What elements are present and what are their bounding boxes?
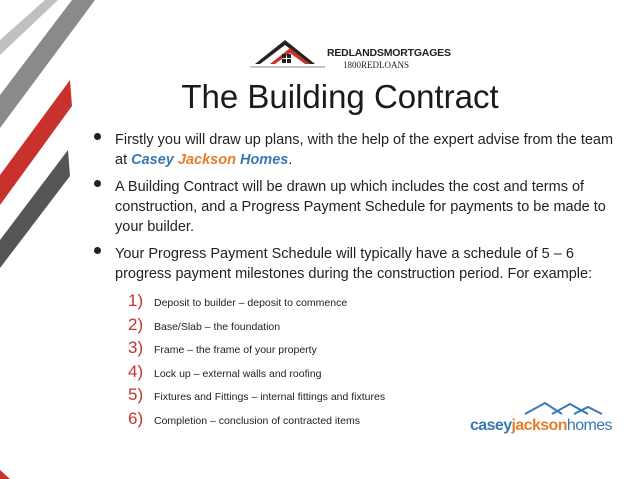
milestone-item: [128, 315, 385, 339]
milestone-number: 2): [128, 314, 144, 334]
bullet-item: [94, 177, 614, 237]
milestone-number: 5): [128, 385, 144, 404]
bullet-list: [94, 130, 614, 291]
milestone-text: Completion – conclusion of contracted items: [154, 414, 361, 427]
milestone-item: [128, 362, 385, 386]
brand-homes: Homes: [239, 152, 289, 168]
bullet-text: Your Progress Payment Schedule will typically have a schedule of 5 – 6 progress payment milestones during the construction period. For example:: [115, 246, 593, 282]
brand-jackson: Jackson: [177, 152, 236, 168]
bullet-dot-icon: [94, 247, 101, 254]
house-roof-icon: [250, 34, 325, 74]
milestone-text: Fixtures and Fittings – internal fittings and fixtures: [154, 391, 386, 403]
logo-word-casey: casey: [470, 417, 512, 434]
logo-word-jackson: jackson: [511, 417, 567, 434]
milestone-text: Deposit to builder – deposit to commence: [154, 297, 348, 309]
decorative-stripes: [0, 0, 100, 479]
milestone-item: [128, 291, 385, 315]
brand-casey: Casey: [131, 152, 174, 168]
milestone-number: 6): [128, 408, 144, 428]
milestone-list: [128, 291, 385, 432]
bullet-item: [94, 130, 614, 170]
milestone-number: 1): [128, 291, 144, 310]
bullet-text: A Building Contract will be drawn up which includes the cost and terms of construction, and a Progress Payment Schedule for payments to be made to your builder.: [115, 179, 606, 235]
bullet-text-period: .: [288, 152, 293, 168]
milestone-number: 3): [128, 338, 144, 357]
logo-word-homes: homes: [566, 417, 612, 434]
casey-jackson-homes-logo: [470, 400, 612, 440]
milestone-text: Base/Slab – the foundation: [154, 320, 281, 333]
milestone-item: [128, 385, 385, 409]
logo-brand-name: REDLANDSMORTGAGES: [327, 47, 451, 59]
milestone-text: Frame – the frame of your property: [154, 344, 317, 356]
milestone-item: [128, 409, 385, 433]
redlands-mortgages-logo: [250, 34, 451, 74]
slide-title: The Building Contract: [181, 78, 499, 115]
bullet-dot-icon: [94, 133, 101, 140]
milestone-number: 4): [128, 361, 144, 381]
bullet-text-part: Firstly you will draw up plans, with the help of the expert advise from the team at: [115, 132, 614, 168]
bullet-item: [94, 244, 614, 284]
milestone-item: [128, 338, 385, 362]
logo-wordmark: [470, 417, 612, 435]
bullet-dot-icon: [94, 180, 101, 187]
milestone-text: Lock up – external walls and roofing: [154, 367, 322, 380]
logo-phone: 1800REDLOANS: [343, 60, 410, 70]
